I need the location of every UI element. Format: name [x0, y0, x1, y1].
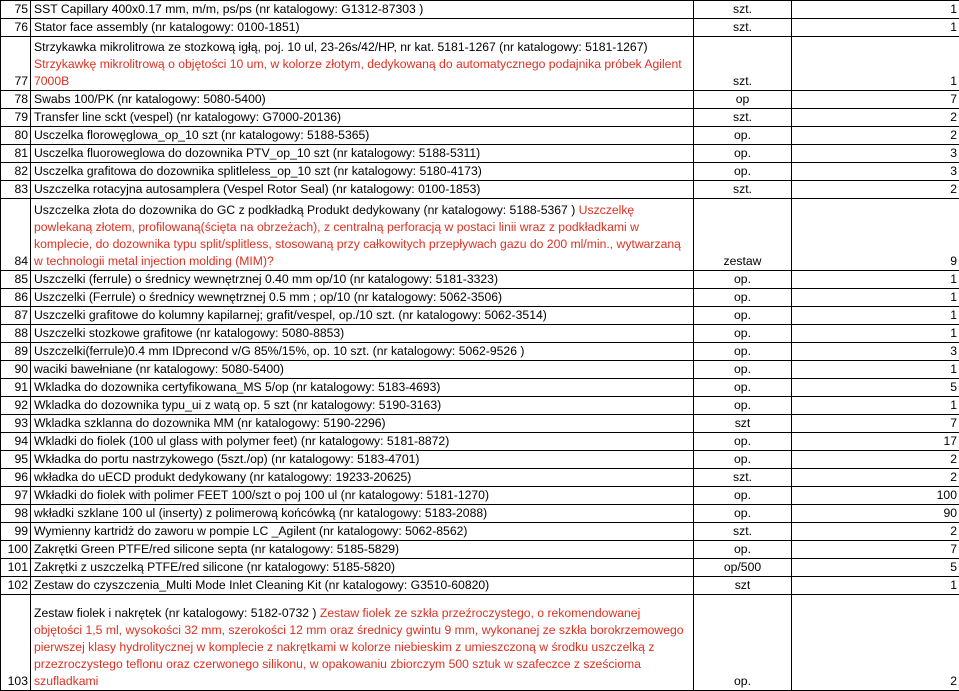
unit: op. [694, 487, 792, 505]
catalog-description: Wkladka szklanna do dozownika MM (nr katalogowy: 5190-2296) [34, 416, 386, 430]
quantity: 7 [792, 91, 959, 109]
unit: op. [694, 541, 792, 559]
item-description [31, 487, 694, 505]
row-number: 87 [1, 307, 31, 325]
row-number: 93 [1, 415, 31, 433]
quantity: 100 [792, 487, 959, 505]
item-description [31, 433, 694, 451]
table-row [1, 505, 959, 523]
quantity: 2 [792, 127, 959, 145]
item-description [31, 361, 694, 379]
catalog-description: Uszczelka rotacyjna autosamplera (Vespel Rotor Seal) (nr katalogowy: 0100-1853) [34, 182, 480, 196]
item-description [31, 37, 694, 91]
catalog-description: Wkladka do dozownika certyfikowana_MS 5/op (nr katalogowy: 5183-4693) [34, 380, 440, 394]
quantity: 1 [792, 289, 959, 307]
row-number: 92 [1, 397, 31, 415]
quantity: 2 [792, 109, 959, 127]
catalog-description: SST Capillary 400x0.17 mm, m/m, ps/ps (nr katalogowy: G1312-87303 ) [34, 2, 423, 16]
table-row [1, 127, 959, 145]
item-description [31, 469, 694, 487]
quantity: 2 [792, 523, 959, 541]
row-number: 76 [1, 19, 31, 37]
quantity: 2 [792, 595, 959, 691]
table-row [1, 19, 959, 37]
row-number: 100 [1, 541, 31, 559]
quantity: 1 [792, 1, 959, 19]
item-description [31, 577, 694, 595]
unit: op. [694, 307, 792, 325]
catalog-description: Uszczelki stozkowe grafitowe (nr katalogowy: 5080-8853) [34, 326, 344, 340]
catalog-description: Usczelka grafitowa do dozownika splitleless_op_10 szt (nr katalogowy: 5180-4173) [34, 164, 482, 178]
catalog-description: waciki bawełniane (nr katalogowy: 5080-5400) [34, 362, 284, 376]
row-number: 98 [1, 505, 31, 523]
table-row [1, 109, 959, 127]
quantity: 1 [792, 307, 959, 325]
row-number: 103 [1, 595, 31, 691]
quantity: 2 [792, 469, 959, 487]
table-row [1, 307, 959, 325]
unit: op. [694, 379, 792, 397]
unit: szt [694, 577, 792, 595]
table-row [1, 379, 959, 397]
quantity: 3 [792, 163, 959, 181]
table-row [1, 199, 959, 271]
row-number: 97 [1, 487, 31, 505]
catalog-description: wkładki szklane 100 ul (inserty) z polimerową końcówką (nr katalogowy: 5183-2088) [34, 506, 487, 520]
unit: szt. [694, 1, 792, 19]
table-row [1, 397, 959, 415]
unit: op. [694, 595, 792, 691]
quantity: 5 [792, 379, 959, 397]
unit: op. [694, 145, 792, 163]
row-number: 88 [1, 325, 31, 343]
quantity: 2 [792, 451, 959, 469]
table-row [1, 523, 959, 541]
item-description [31, 19, 694, 37]
table-row [1, 487, 959, 505]
quantity: 7 [792, 541, 959, 559]
item-description [31, 343, 694, 361]
item-description [31, 325, 694, 343]
catalog-description: Zakrętki z uszczelką PTFE/red silicone (nr katalogowy: 5185-5820) [34, 560, 395, 574]
table-row [1, 145, 959, 163]
row-number: 77 [1, 37, 31, 91]
catalog-description: Usczelka florowęglowa_op_10 szt (nr katalogowy: 5188-5365) [34, 128, 369, 142]
row-number: 85 [1, 271, 31, 289]
table-row [1, 559, 959, 577]
table-row [1, 1, 959, 19]
unit: op. [694, 361, 792, 379]
quantity: 1 [792, 271, 959, 289]
row-number: 82 [1, 163, 31, 181]
offer-description: Uszczelkę powlekaną złotem, profilowaną(ścięta na obrzeżach), z centralną perforacją w postaci linii wraz z podkładkami w komplecie, do dozownika typu split/splitless, stosowaną przy całkowitych przepływach gazu do 200 ml/min., wytwarzaną w technologii metal injection molding (MIM)? [34, 203, 681, 268]
item-description [31, 541, 694, 559]
row-number: 96 [1, 469, 31, 487]
row-number: 90 [1, 361, 31, 379]
unit: szt. [694, 109, 792, 127]
table-row [1, 37, 959, 91]
catalog-description: Wkładka do portu nastrzykowego (5szt./op) (nr katalogowy: 5183-4701) [34, 452, 419, 466]
quantity: 9 [792, 199, 959, 271]
item-description [31, 595, 694, 691]
quantity: 1 [792, 37, 959, 91]
unit: op. [694, 325, 792, 343]
row-number: 102 [1, 577, 31, 595]
item-description [31, 307, 694, 325]
item-description [31, 109, 694, 127]
item-description [31, 505, 694, 523]
catalog-description: Wkładki do fiolek with polimer FEET 100/szt o poj 100 ul (nr katalogowy: 5181-1270) [34, 488, 489, 502]
item-description [31, 451, 694, 469]
item-description [31, 397, 694, 415]
catalog-description: Uszczelka złota do dozownika do GC z podkładką Produkt dedykowany (nr katalogowy: 5188-5367 ) [34, 203, 579, 217]
table-row [1, 271, 959, 289]
item-description [31, 181, 694, 199]
catalog-description: Stator face assembly (nr katalogowy: 0100-1851) [34, 20, 300, 34]
unit: op. [694, 433, 792, 451]
unit: op. [694, 505, 792, 523]
unit: op. [694, 289, 792, 307]
row-number: 99 [1, 523, 31, 541]
table-row [1, 361, 959, 379]
table-row [1, 343, 959, 361]
row-number: 94 [1, 433, 31, 451]
table-row [1, 289, 959, 307]
table-row [1, 415, 959, 433]
table-row [1, 163, 959, 181]
quantity: 7 [792, 415, 959, 433]
row-number: 101 [1, 559, 31, 577]
quantity: 1 [792, 397, 959, 415]
row-number: 75 [1, 1, 31, 19]
row-number: 83 [1, 181, 31, 199]
table-row [1, 91, 959, 109]
quantity: 90 [792, 505, 959, 523]
unit: op. [694, 127, 792, 145]
item-description [31, 271, 694, 289]
quantity: 1 [792, 19, 959, 37]
catalog-description: Strzykawka mikrolitrowa ze stozkową igłą, poj. 10 ul, 23-26s/42/HP, nr kat. 5181-1267 (nr katalogowy: 5181-1267) [34, 40, 648, 54]
table-row [1, 595, 959, 691]
quantity: 17 [792, 433, 959, 451]
catalog-description: wkładka do uECD produkt dedykowany (nr katalogowy: 19233-20625) [34, 470, 411, 484]
table-row [1, 181, 959, 199]
catalog-description: Zakrętki Green PTFE/red silicone septa (nr katalogowy: 5185-5829) [34, 542, 399, 556]
item-description [31, 1, 694, 19]
table-row [1, 541, 959, 559]
catalog-description: Uszczelki (ferrule) o średnicy wewnętrznej 0.40 mm op/10 (nr katalogowy: 5181-3323) [34, 272, 498, 286]
table-row [1, 325, 959, 343]
table-row [1, 469, 959, 487]
unit: op/500 [694, 559, 792, 577]
item-description [31, 289, 694, 307]
quantity: 1 [792, 325, 959, 343]
item-description [31, 559, 694, 577]
catalog-description: Swabs 100/PK (nr katalogowy: 5080-5400) [34, 92, 266, 106]
table-body [1, 1, 959, 691]
unit: szt. [694, 37, 792, 91]
item-description [31, 145, 694, 163]
row-number: 84 [1, 199, 31, 271]
item-description [31, 379, 694, 397]
unit: szt. [694, 523, 792, 541]
quantity: 3 [792, 343, 959, 361]
unit: szt [694, 415, 792, 433]
item-description [31, 199, 694, 271]
item-description [31, 415, 694, 433]
offer-description: Strzykawkę mikrolitrową o objętości 10 um, w kolorze złotym, dedykowaną do automatycznego podajnika próbek Agilent 7000B [34, 57, 682, 88]
row-number: 95 [1, 451, 31, 469]
table-row [1, 433, 959, 451]
row-number: 89 [1, 343, 31, 361]
catalog-description: Wkladka do dozownika typu_ui z watą op. 5 szt (nr katalogowy: 5190-3163) [34, 398, 441, 412]
unit: szt. [694, 19, 792, 37]
unit: zestaw [694, 199, 792, 271]
quantity: 2 [792, 181, 959, 199]
quantity: 5 [792, 559, 959, 577]
row-number: 78 [1, 91, 31, 109]
row-number: 91 [1, 379, 31, 397]
catalog-description: Usczelka fluoroweglowa do dozownika PTV_op_10 szt (nr katalogowy: 5188-5311) [34, 146, 480, 160]
unit: op. [694, 271, 792, 289]
unit: op. [694, 343, 792, 361]
item-description [31, 163, 694, 181]
catalog-description: Uszczelki(ferrule)0.4 mm IDprecond v/G 85%/15%, op. 10 szt. (nr katalogowy: 5062-9526 ) [34, 344, 524, 358]
unit: op. [694, 451, 792, 469]
catalog-description: Transfer line sckt (vespel) (nr katalogowy: G7000-20136) [34, 110, 341, 124]
unit: op. [694, 397, 792, 415]
catalog-description: Zestaw do czyszczenia_Multi Mode Inlet Cleaning Kit (nr katalogowy: G3510-60820) [34, 578, 489, 592]
quantity: 1 [792, 361, 959, 379]
row-number: 86 [1, 289, 31, 307]
catalog-description: Wymienny kartridż do zaworu w pompie LC _Agilent (nr katalogowy: 5062-8562) [34, 524, 467, 538]
row-number: 81 [1, 145, 31, 163]
unit: szt. [694, 469, 792, 487]
row-number: 79 [1, 109, 31, 127]
catalog-description: Uszczelki (Ferrule) o średnicy wewnętrznej 0.5 mm ; op/10 (nr katalogowy: 5062-3506) [34, 290, 502, 304]
quantity: 1 [792, 577, 959, 595]
table-row [1, 577, 959, 595]
catalog-description: Wkladki do fiolek (100 ul glass with polymer feet) (nr katalogowy: 5181-8872) [34, 434, 449, 448]
offer-description: Zestaw fiolek ze szkła przeźroczystego, o rekomendowanej objętości 1,5 ml, wysokości 32 mm, szerokości 12 mm oraz średnicy gwintu 9 mm, wykonanej ze szkła borokrzemowego pierwszej klasy hydrolitycznej w komplecie z nakrętkami w kolorze niebieskim z umieszczoną w środku uszczelką z przezroczystego teflonu oraz czerwonego silikonu, w opakowaniu zbiorczym 500 sztuk w szafeczce z sześcioma szufladkami [34, 606, 684, 688]
catalog-description: Uszczelki grafitowe do kolumny kapilarnej; grafit/vespel, op./10 szt. (nr katalogowy: 5062-3514) [34, 308, 547, 322]
item-description [31, 91, 694, 109]
item-description [31, 127, 694, 145]
table-row [1, 451, 959, 469]
item-description [31, 523, 694, 541]
unit: szt. [694, 181, 792, 199]
row-number: 80 [1, 127, 31, 145]
unit: op [694, 91, 792, 109]
catalog-description: Zestaw fiolek i nakrętek (nr katalogowy: 5182-0732 ) [34, 606, 320, 620]
unit: op. [694, 163, 792, 181]
quantity: 3 [792, 145, 959, 163]
